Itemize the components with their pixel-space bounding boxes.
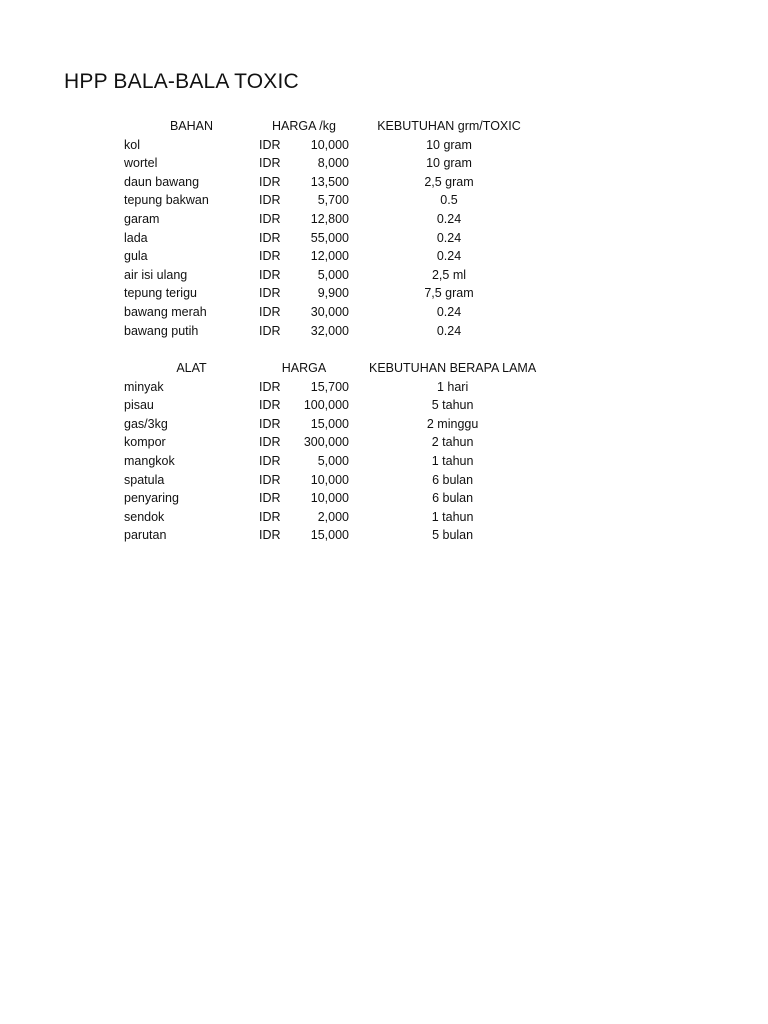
bahan-currency: IDR: [259, 211, 281, 226]
bahan-header-row: [120, 117, 529, 136]
alat-currency: IDR: [259, 472, 281, 487]
alat-need: 6 bulan: [432, 472, 474, 487]
alat-price: 10,000: [310, 472, 349, 487]
bahan-need: 7,5 gram: [424, 286, 474, 301]
table-row: [120, 471, 536, 490]
bahan-need: 2,5 ml: [431, 267, 467, 282]
alat-price: 10,000: [310, 491, 349, 506]
alat-currency: IDR: [259, 509, 281, 524]
alat-currency: IDR: [259, 491, 281, 506]
alat-need: 5 bulan: [432, 528, 474, 543]
bahan-name: wortel: [124, 156, 158, 171]
table-row: [120, 266, 529, 285]
bahan-currency: IDR: [259, 267, 281, 282]
bahan-name: bawang putih: [124, 323, 199, 338]
alat-header-price: HARGA: [281, 361, 327, 375]
alat-price: 100,000: [303, 398, 349, 413]
alat-price: 15,000: [310, 528, 349, 543]
bahan-price: 12,800: [310, 211, 349, 226]
bahan-header-price: HARGA /kg: [272, 119, 336, 133]
table-row: [120, 191, 529, 210]
alat-name: kompor: [124, 435, 166, 450]
table-row: [120, 303, 529, 322]
alat-header-row: [120, 359, 536, 378]
bahan-header-gap: [349, 117, 369, 136]
table-row: [120, 322, 529, 341]
alat-need: 2 minggu: [426, 416, 479, 431]
bahan-currency: IDR: [259, 174, 281, 189]
table-row: [120, 210, 529, 229]
alat-table: [120, 359, 536, 545]
bahan-name: tepung bakwan: [124, 193, 209, 208]
bahan-need: 0.5: [440, 193, 458, 208]
alat-name: mangkok: [124, 453, 175, 468]
bahan-need: 0.24: [436, 304, 462, 319]
bahan-name: bawang merah: [124, 304, 207, 319]
table-row: [120, 526, 536, 545]
alat-currency: IDR: [259, 416, 281, 431]
table-row: [120, 173, 529, 192]
bahan-currency: IDR: [259, 249, 281, 264]
alat-header-name: ALAT: [176, 361, 207, 375]
table-row: [120, 229, 529, 248]
alat-currency: IDR: [259, 453, 281, 468]
alat-name: sendok: [124, 509, 165, 524]
bahan-need: 2,5 gram: [424, 174, 474, 189]
bahan-need: 0.24: [436, 249, 462, 264]
bahan-currency: IDR: [259, 156, 281, 171]
bahan-price: 32,000: [310, 323, 349, 338]
table-row: [120, 433, 536, 452]
bahan-table: [120, 117, 529, 340]
bahan-currency: IDR: [259, 193, 281, 208]
alat-need: 1 tahun: [431, 453, 474, 468]
bahan-need: 10 gram: [426, 137, 472, 152]
table-row: [120, 452, 536, 471]
bahan-currency: IDR: [259, 137, 281, 152]
bahan-price: 5,000: [317, 267, 349, 282]
table-row: [120, 247, 529, 266]
bahan-need: 10 gram: [426, 156, 472, 171]
alat-price: 2,000: [317, 509, 349, 524]
alat-need: 5 tahun: [431, 398, 474, 413]
alat-price: 5,000: [317, 453, 349, 468]
alat-currency: IDR: [259, 398, 281, 413]
alat-price: 15,000: [310, 416, 349, 431]
bahan-name: kol: [124, 137, 140, 152]
table-row: [120, 284, 529, 303]
alat-name: pisau: [124, 398, 154, 413]
bahan-name: tepung terigu: [124, 286, 197, 301]
alat-need: 2 tahun: [431, 435, 474, 450]
alat-currency: IDR: [259, 435, 281, 450]
bahan-name: garam: [124, 211, 160, 226]
alat-name: spatula: [124, 472, 165, 487]
alat-header-need: KEBUTUHAN BERAPA LAMA: [369, 361, 537, 375]
bahan-price: 10,000: [310, 137, 349, 152]
alat-name: parutan: [124, 528, 167, 543]
bahan-price: 8,000: [317, 156, 349, 171]
bahan-currency: IDR: [259, 323, 281, 338]
bahan-price: 5,700: [317, 193, 349, 208]
bahan-currency: IDR: [259, 230, 281, 245]
alat-need: 6 bulan: [432, 491, 474, 506]
bahan-price: 13,500: [310, 174, 349, 189]
bahan-currency: IDR: [259, 286, 281, 301]
table-row: [120, 154, 529, 173]
bahan-price: 12,000: [310, 249, 349, 264]
bahan-name: air isi ulang: [124, 267, 188, 282]
bahan-name: gula: [124, 249, 148, 264]
alat-name: minyak: [124, 379, 164, 394]
bahan-need: 0.24: [436, 211, 462, 226]
table-row: [120, 415, 536, 434]
bahan-header-name: BAHAN: [169, 119, 214, 133]
bahan-name: daun bawang: [124, 174, 200, 189]
bahan-need: 0.24: [436, 230, 462, 245]
table-row: [120, 396, 536, 415]
alat-currency: IDR: [259, 379, 281, 394]
bahan-price: 9,900: [317, 286, 349, 301]
alat-need: 1 hari: [436, 379, 469, 394]
alat-header-gap: [349, 359, 369, 378]
table-row: [120, 136, 529, 155]
bahan-header-need: KEBUTUHAN grm/TOXIC: [377, 119, 521, 133]
table-row: [120, 508, 536, 527]
bahan-need: 0.24: [436, 323, 462, 338]
alat-name: gas/3kg: [124, 416, 168, 431]
bahan-price: 30,000: [310, 304, 349, 319]
alat-price: 300,000: [303, 435, 349, 450]
alat-price: 15,700: [310, 379, 349, 394]
bahan-currency: IDR: [259, 304, 281, 319]
alat-name: penyaring: [124, 491, 179, 506]
table-row: [120, 378, 536, 397]
alat-need: 1 tahun: [431, 509, 474, 524]
bahan-price: 55,000: [310, 230, 349, 245]
bahan-name: lada: [124, 230, 148, 245]
alat-currency: IDR: [259, 528, 281, 543]
table-row: [120, 489, 536, 508]
page-title: HPP BALA-BALA TOXIC: [64, 70, 299, 93]
